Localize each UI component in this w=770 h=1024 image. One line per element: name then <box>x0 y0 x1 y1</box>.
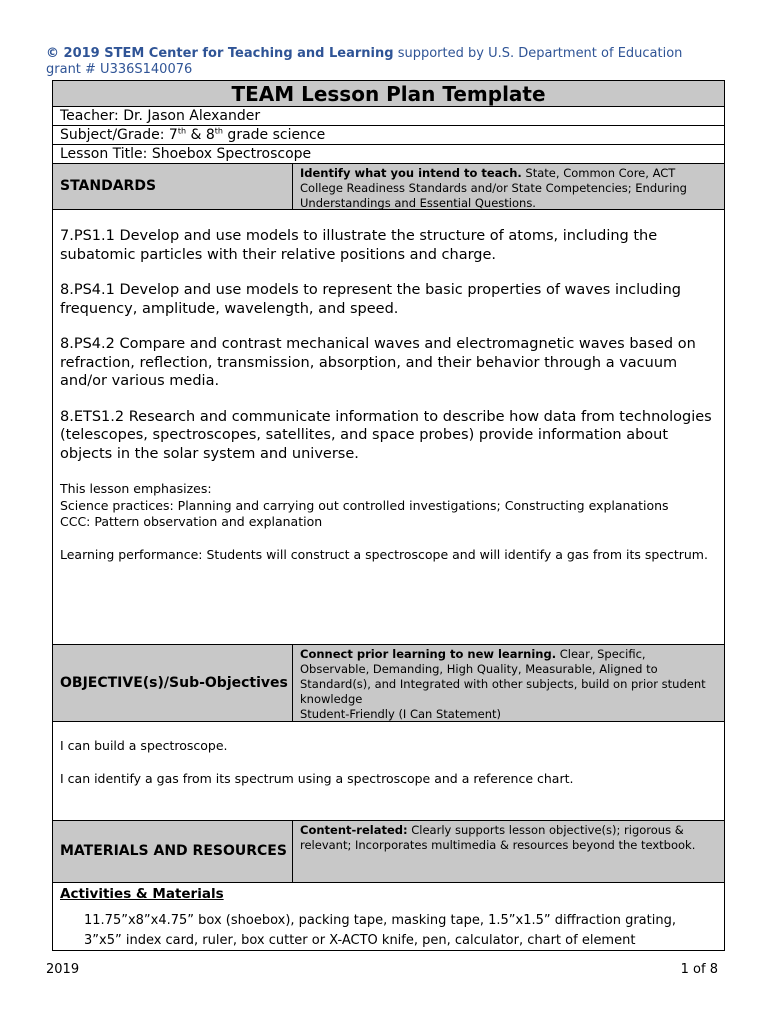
standards-desc-bold: Identify what you intend to teach. <box>300 166 522 180</box>
standard-item: 8.PS4.2 Compare and contrast mechanical waves and electromagnetic waves based on refraction, reflection, transmission, absorption, and their behavior through a vacuum and/or various media. <box>60 336 696 389</box>
activities-heading: Activities & Materials <box>60 886 224 902</box>
lesson-title-row: Lesson Title: Shoebox Spectroscope <box>53 145 724 164</box>
standards-description <box>293 164 724 209</box>
materials-label: MATERIALS AND RESOURCES <box>53 821 293 882</box>
materials-desc-rest: Clearly supports lesson objective(s); rigorous & relevant; Incorporates multimedia & resources beyond the textbook. <box>300 823 696 852</box>
objectives-content <box>53 722 724 821</box>
emphasis-ccc: CCC: Pattern observation and explanation <box>60 514 323 529</box>
subject-suffix: grade science <box>222 127 326 143</box>
objectives-desc-line2: Student-Friendly (I Can Statement) <box>300 707 501 721</box>
copyright-rest: supported by U.S. Department of Education grant # U336S140076 <box>46 46 683 77</box>
table-title: TEAM Lesson Plan Template <box>53 81 724 107</box>
objectives-header-row <box>53 645 724 722</box>
objectives-desc-bold: Connect prior learning to new learning. <box>300 647 557 661</box>
objectives-label: OBJECTIVE(s)/Sub-Objectives <box>53 645 293 721</box>
objective-item: I can identify a gas from its spectrum using a spectroscope and a reference chart. <box>60 770 574 786</box>
materials-content <box>53 883 724 950</box>
standards-label: STANDARDS <box>53 164 293 209</box>
objective-item: I can build a spectroscope. <box>60 738 228 753</box>
materials-description <box>293 821 724 882</box>
teacher-row: Teacher: Dr. Jason Alexander <box>53 107 724 126</box>
materials-header-row <box>53 821 724 883</box>
activities-materials-item: 11.75”x8”x4.75” box (shoebox), packing tape, masking tape, 1.5”x1.5” diffraction grating, 3”x5” index card, ruler, box cutter or X-ACTO knife, pen, calculator, chart of element <box>84 913 676 948</box>
standard-item: 7.PS1.1 Develop and use models to illustrate the structure of atoms, including the subatomic particles with their relative positions and charge. <box>60 228 658 263</box>
standards-header-row <box>53 164 724 210</box>
footer-year: 2019 <box>46 962 80 977</box>
lesson-plan-table <box>52 80 725 951</box>
subject-sup-1: th <box>177 126 187 136</box>
subject-sup-2: th <box>214 126 223 136</box>
standard-item: 8.PS4.1 Develop and use models to represent the basic properties of waves including frequency, amplitude, wavelength, and speed. <box>60 282 681 317</box>
objectives-desc-rest: Clear, Specific, Observable, Demanding, High Quality, Measurable, Aligned to Standard(s), and Integrated with other subjects, build on prior student knowledge <box>300 647 706 706</box>
standards-desc-rest: State, Common Core, ACT College Readiness Standards and/or State Competencies; Enduring Understandings and Essential Questions. <box>300 166 687 210</box>
subject-mid: & 8 <box>186 127 215 143</box>
footer-page-number: 1 of 8 <box>680 962 718 977</box>
materials-desc-bold: Content-related: <box>300 823 408 837</box>
subject-prefix: Subject/Grade: 7 <box>60 127 178 143</box>
copyright-bold: © 2019 STEM Center for Teaching and Learning <box>46 46 394 61</box>
emphasis-intro: This lesson emphasizes: <box>60 481 212 496</box>
learning-performance: Learning performance: Students will construct a spectroscope and will identify a gas from its spectrum. <box>60 546 708 562</box>
objectives-description <box>293 645 724 721</box>
standards-content <box>53 210 724 645</box>
emphasis-practices: Science practices: Planning and carrying out controlled investigations; Constructing explanations <box>60 497 669 513</box>
lesson-emphasis <box>60 481 716 563</box>
subject-grade-row <box>53 126 724 145</box>
copyright-header <box>46 46 706 78</box>
standard-item: 8.ETS1.2 Research and communicate information to describe how data from technologies (telescopes, spectroscopes, satellites, and space probes) provide information about objects in the solar system and universe. <box>60 408 712 462</box>
standards-list <box>60 227 716 463</box>
